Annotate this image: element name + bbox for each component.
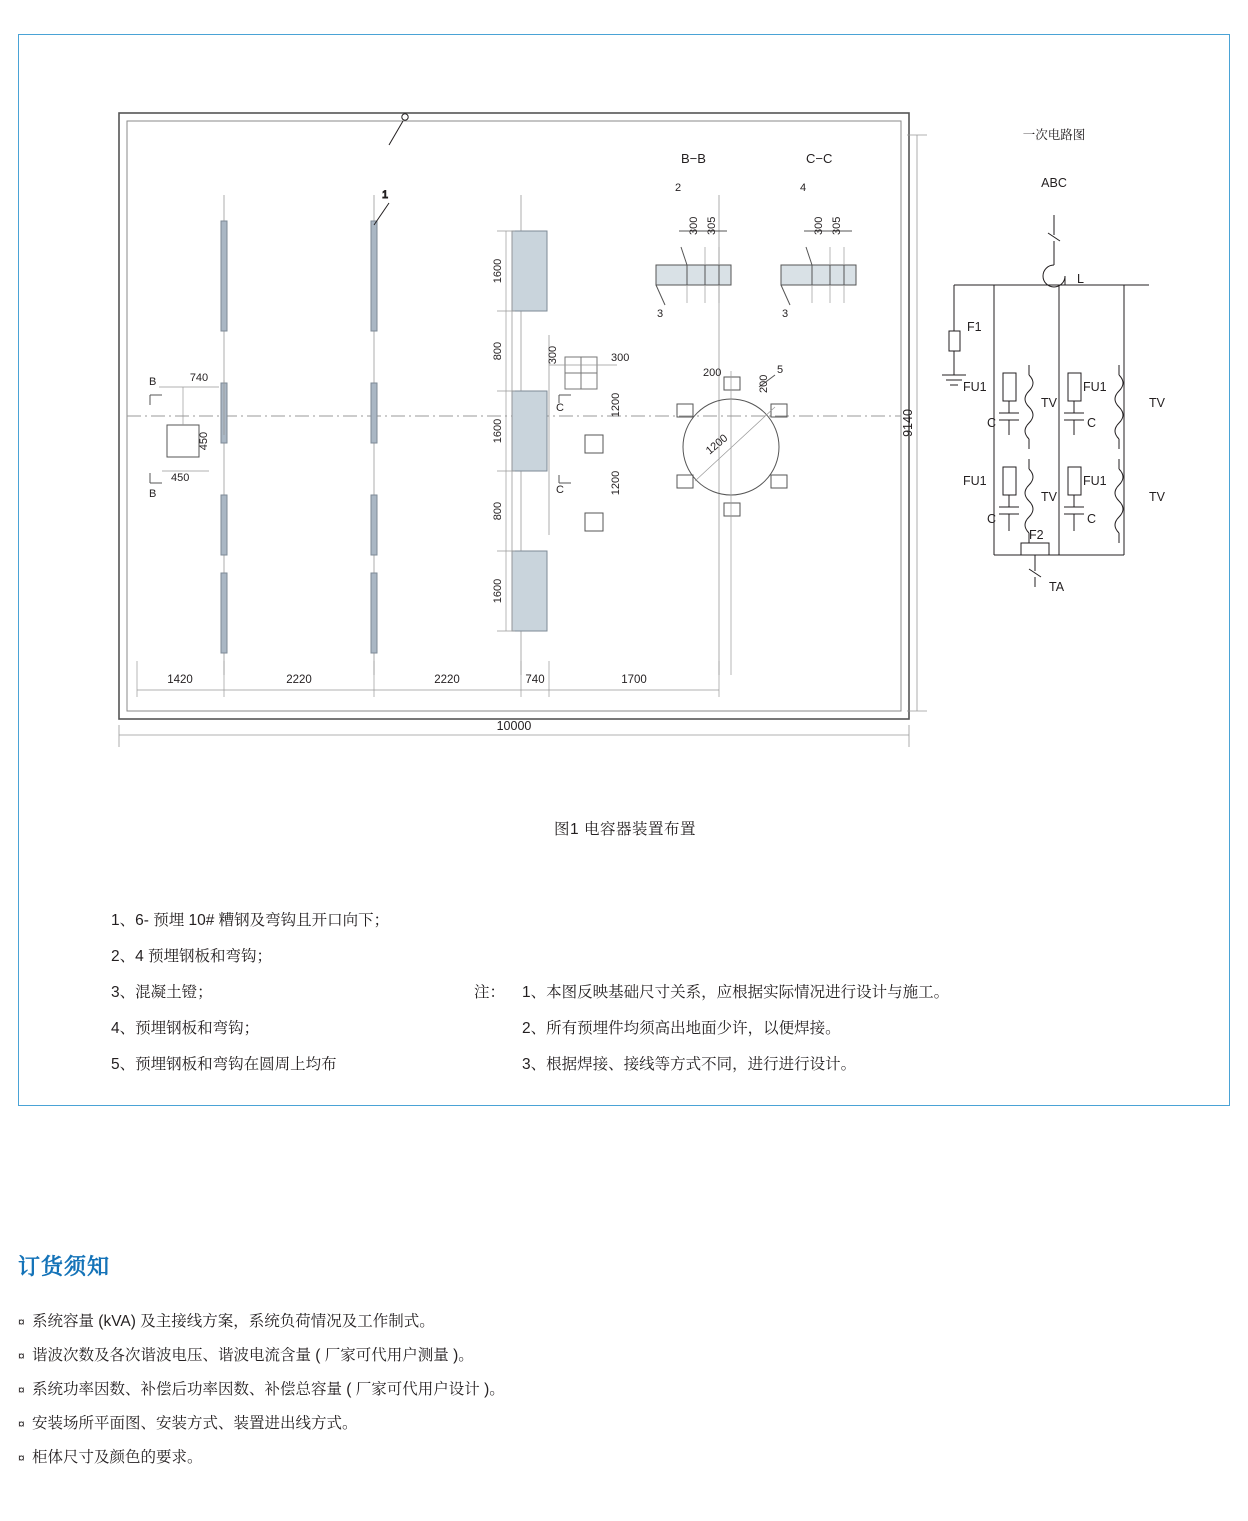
dim-2220b: 2220 — [434, 674, 460, 686]
circuit-fu1-2: FU1 — [1083, 380, 1107, 394]
dim-1600-a: 1600 — [492, 258, 504, 284]
note-item: 1、本图反映基础尺寸关系，应根据实际情况进行设计与施工。 — [522, 984, 950, 1001]
circuit-tv-4: TV — [1149, 490, 1165, 504]
list-item-text: 系统功率因数、补偿后功率因数、补偿总容量 ( 厂家可代用户设计 )。 — [32, 1381, 505, 1398]
list-item-text: 谐波次数及各次谐波电压、谐波电流含量 ( 厂家可代用户测量 )。 — [32, 1347, 474, 1364]
list-item — [18, 1373, 1198, 1407]
dim-450-v: 450 — [198, 431, 210, 451]
figure-panel — [18, 34, 1230, 1106]
circuit-l: L — [1077, 272, 1084, 286]
dim-200-top: 200 — [703, 367, 722, 379]
circuit-f1: F1 — [967, 320, 982, 334]
right-note-list — [474, 975, 1214, 1083]
dim-bb-300: 300 — [688, 216, 700, 235]
circuit-title: 一次电路图 — [1022, 128, 1086, 142]
dim-300-h: 300 — [611, 352, 630, 364]
dim-1420: 1420 — [167, 674, 193, 686]
dim-1600-b: 1600 — [492, 418, 504, 444]
label-b-bottom: B — [149, 488, 157, 500]
dim-bb-305: 305 — [706, 216, 718, 235]
drawing-svg — [19, 35, 1231, 775]
circuit-c-4: C — [1087, 512, 1097, 526]
circuit-c-2: C — [1087, 416, 1097, 430]
dim-1700: 1700 — [621, 674, 647, 686]
left-note-list — [111, 903, 511, 1083]
dim-cc-300: 300 — [813, 216, 825, 235]
dim-1200-circle: 1200 — [703, 432, 731, 458]
list-item — [18, 1339, 1198, 1373]
note-label: 注： — [474, 984, 506, 1001]
dim-overall-width: 10000 — [496, 719, 532, 733]
label-section-bb: B−B — [681, 151, 706, 166]
square-bullet-icon: ¤ — [18, 1383, 25, 1397]
list-item-text: 安装场所平面图、安装方式、装置进出线方式。 — [32, 1415, 358, 1432]
label-marker-5: 5 — [777, 364, 784, 376]
square-bullet-icon: ¤ — [18, 1417, 25, 1431]
dim-800-b: 800 — [492, 501, 504, 521]
circuit-tv-3: TV — [1041, 490, 1057, 504]
circuit-fu1-1: FU1 — [963, 380, 987, 394]
circuit-abc: ABC — [1041, 176, 1067, 190]
label-section-cc: C−C — [806, 151, 833, 166]
note-item: 2、4 预埋钢板和弯钩； — [111, 948, 273, 965]
dim-1600-c: 1600 — [492, 578, 504, 604]
dim-cc-4: 4 — [800, 182, 807, 194]
note-item: 3、混凝土镫； — [111, 984, 213, 1001]
circuit-tv-1: TV — [1041, 396, 1057, 410]
dim-1200-a: 1200 — [610, 392, 622, 418]
dim-450-h: 450 — [171, 472, 190, 484]
note-item: 4、预埋钢板和弯钩； — [111, 1020, 260, 1037]
ordering-list — [18, 1305, 1198, 1475]
dim-2220a: 2220 — [286, 674, 312, 686]
dim-740-bottom: 740 — [525, 674, 545, 686]
dim-bb-3: 3 — [657, 308, 664, 320]
circuit-c-1: C — [987, 416, 997, 430]
label-c-top: C — [556, 402, 564, 414]
note-item: 2、所有预埋件均须高出地面少许，以便焊接。 — [522, 1020, 841, 1037]
circuit-c-3: C — [987, 512, 997, 526]
circuit-tv-2: TV — [1149, 396, 1165, 410]
technical-drawing — [19, 35, 1231, 775]
note-item: 5、预埋钢板和弯钩在圆周上均布 — [111, 1056, 337, 1073]
list-item-text: 系统容量 (kVA) 及主接线方案，系统负荷情况及工作制式。 — [32, 1313, 435, 1330]
list-item — [18, 1305, 1198, 1339]
dim-bb-2: 2 — [675, 182, 682, 194]
dim-cc-305: 305 — [831, 216, 843, 235]
list-item — [18, 1407, 1198, 1441]
circuit-fu1-3: FU1 — [963, 474, 987, 488]
note-item: 3、根据焊接、接线等方式不同，进行进行设计。 — [522, 1056, 857, 1073]
label-b-top: B — [149, 376, 157, 388]
svg-text:1: 1 — [382, 189, 389, 201]
dim-overall-height: 9140 — [901, 409, 915, 437]
dim-1200-b: 1200 — [610, 470, 622, 496]
dim-cc-3: 3 — [782, 308, 789, 320]
circuit-fu1-4: FU1 — [1083, 474, 1107, 488]
list-item — [18, 1441, 1198, 1475]
figure-caption: 图1 电容器装置布置 — [554, 821, 696, 838]
dim-800-a: 800 — [492, 341, 504, 361]
circuit-f2: F2 — [1029, 528, 1044, 542]
square-bullet-icon: ¤ — [18, 1451, 25, 1465]
circuit-ta: TA — [1049, 580, 1065, 594]
dim-300-v: 300 — [547, 345, 559, 365]
note-item: 1、6- 预埋 10# 糟钢及弯钩且开口向下； — [111, 912, 390, 929]
list-item-text: 柜体尺寸及颜色的要求。 — [32, 1449, 203, 1466]
square-bullet-icon: ¤ — [18, 1315, 25, 1329]
dim-740-left: 740 — [189, 372, 209, 384]
square-bullet-icon: ¤ — [18, 1349, 25, 1363]
dim-200-diag: 200 — [758, 374, 770, 393]
label-c-bottom: C — [556, 484, 564, 496]
ordering-title: 订货须知 — [18, 1254, 111, 1279]
